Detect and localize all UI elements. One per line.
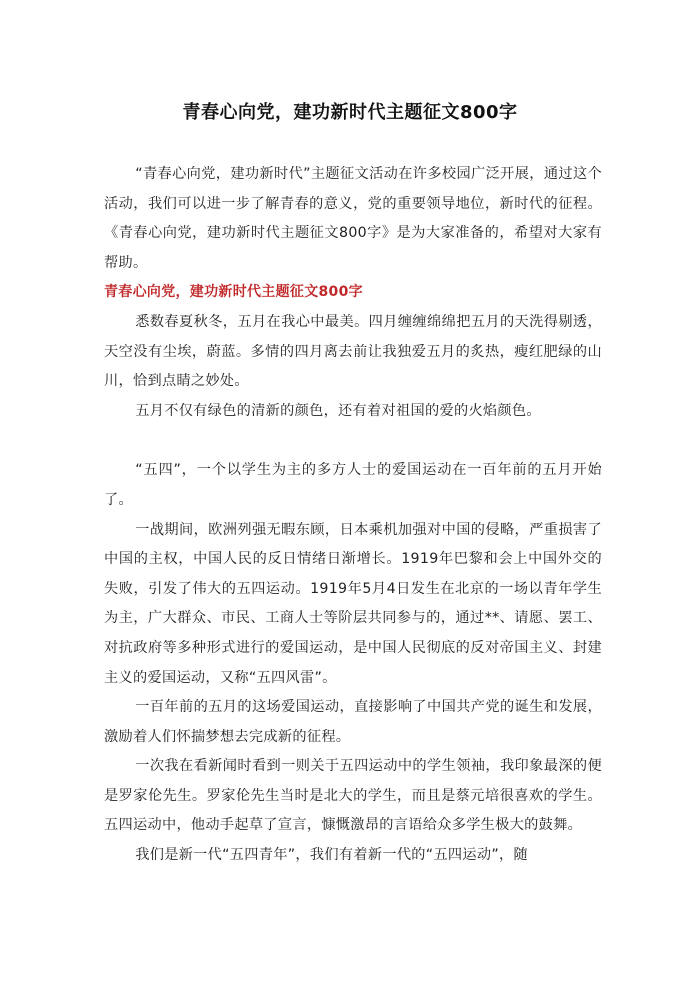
paragraph-gap: [104, 426, 602, 456]
document-title: 青春心向党，建功新时代主题征文800字: [182, 102, 518, 123]
intro-paragraph: “青春心向党，建功新时代”主题征文活动在许多校园广泛开展，通过这个活动，我们可以进一步了解青春的意义，党的重要领导地位，新时代的征程。《青春心向党，建功新时代主题征文800字》是为大家准备的，希望对大家有帮助。: [104, 166, 602, 271]
document-body: [104, 160, 602, 871]
body-paragraph-3: “五四”，一个以学生为主的多方人士的爱国运动在一百年前的五月开始了。: [104, 462, 602, 508]
body-paragraph-6: 一次我在看新闻时看到一则关于五四运动中的学生领袖，我印象最深的便是罗家伦先生。罗家伦先生当时是北大的学生，而且是蔡元培很喜欢的学生。五四运动中，他动手起草了宣言，慷慨激昂的言语给众多学生极大的鼓舞。: [104, 758, 602, 834]
body-paragraph-4: 一战期间，欧洲列强无暇东顾，日本乘机加强对中国的侵略，严重损害了中国的主权，中国人民的反日情绪日渐增长。1919年巴黎和会上中国外交的失败，引发了伟大的五四运动。1919年5月4日发生在北京的一场以青年学生为主，广大群众、市民、工商人士等阶层共同参与的，通过**、请愿、罢工、对抗政府等多种形式进行的爱国运动，是中国人民彻底的反对帝国主义、封建主义的爱国运动，又称“五四风雷”。: [104, 521, 602, 686]
body-paragraph-7: 我们是新一代“五四青年”，我们有着新一代的“五四运动”，随: [135, 847, 529, 864]
body-paragraph-1: 悉数春夏秋冬，五月在我心中最美。四月缠缠绵绵把五月的天洗得剔透，天空没有尘埃，蔚蓝。多情的四月离去前让我独爱五月的炙热，瘦红肥绿的山川，恰到点睛之妙处。: [104, 313, 602, 390]
section-subheading: 青春心向党，建功新时代主题征文800字: [104, 284, 363, 301]
body-paragraph-2: 五月不仅有绿色的清新的颜色，还有着对祖国的爱的火焰颜色。: [135, 402, 541, 419]
body-paragraph-5: 一百年前的五月的这场爱国运动，直接影响了中国共产党的诞生和发展，激励着人们怀揣梦想去完成新的征程。: [104, 699, 602, 745]
